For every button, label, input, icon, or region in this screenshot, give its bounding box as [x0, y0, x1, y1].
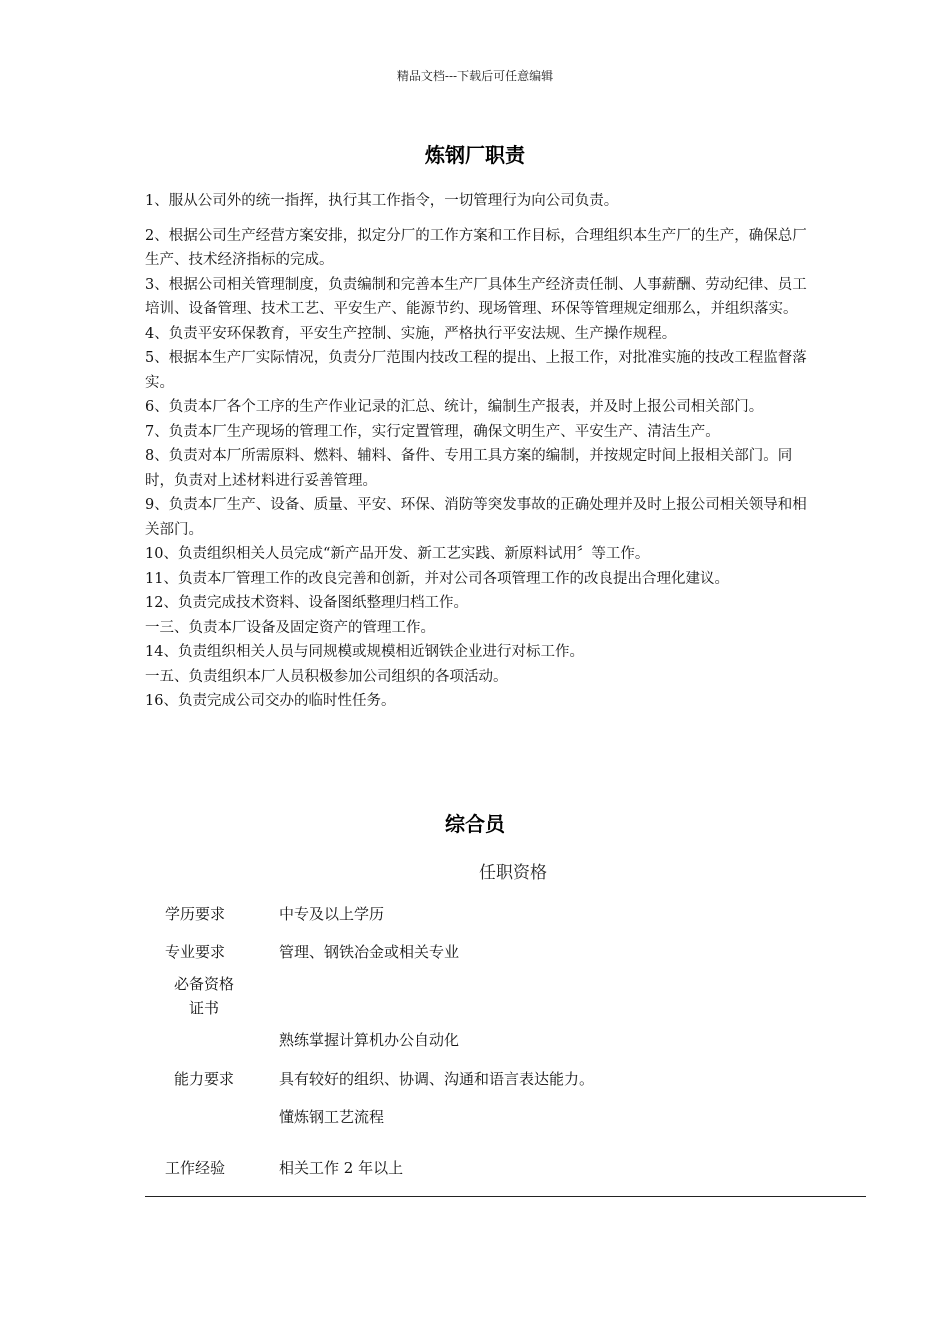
duty-item-3: 3、根据公司相关管理制度，负责编制和完善本生产厂具体生产经济责任制、人事薪酬、劳动纪律、员工培训、设备管理、技术工艺、平安生产、能源节约、现场管理、环保等管理规定细那么，并组织落实。 — [145, 276, 807, 317]
certificate-label-line1: 必备资格 — [173, 975, 234, 993]
bottom-divider — [145, 1196, 866, 1197]
education-label: 学历要求 — [164, 905, 225, 923]
experience-value: 相关工作 2 年以上 — [279, 1159, 404, 1177]
duty-item-7: 7、负责本厂生产现场的管理工作，实行定置管理，确保文明生产、平安生产、清洁生产。 — [145, 423, 720, 440]
duty-item-5: 5、根据本生产厂实际情况，负责分厂范围内技改工程的提出、上报工作，对批准实施的技改工程监督落实。 — [145, 350, 807, 391]
duty-item-14: 14、负责组织相关人员与同规模或规模相近钢铁企业进行对标工作。 — [145, 644, 584, 660]
qualifications-heading: 任职资格 — [479, 863, 547, 883]
ability-item-communication: 具有较好的组织、协调、沟通和语言表达能力。 — [279, 1070, 595, 1088]
duty-item-11: 11、负责本厂管理工作的改良完善和创新，并对公司各项管理工作的改良提出合理化建议。 — [145, 570, 729, 587]
ability-item-steelmaking: 懂炼钢工艺流程 — [279, 1108, 385, 1126]
duty-item-10: 10、负责组织相关人员完成“新产品开发、新工艺实践、新原料试用〞等工作。 — [145, 546, 650, 562]
duty-item-13: 一三、负责本厂设备及固定资产的管理工作。 — [145, 619, 435, 636]
duties-list — [145, 189, 810, 714]
duty-item-12: 12、负责完成技术资料、设备图纸整理归档工作。 — [145, 595, 468, 611]
duty-item-8: 8、负责对本厂所需原料、燃料、辅料、备件、专用工具方案的编制，并按规定时间上报相关部门。同时，负责对上述材料进行妥善管理。 — [145, 448, 793, 489]
major-value: 管理、钢铁冶金或相关专业 — [279, 943, 460, 961]
certificate-label-line2: 证书 — [188, 999, 219, 1017]
document-title: 炼钢厂职责 — [425, 143, 525, 167]
education-value: 中专及以上学历 — [279, 905, 385, 923]
duty-item-6: 6、负责本厂各个工序的生产作业记录的汇总、统计，编制生产报表，并及时上报公司相关部门。 — [145, 399, 764, 415]
page-header-note: 精品文档---下载后可任意编辑 — [396, 69, 554, 83]
duty-item-9: 9、负责本厂生产、设备、质量、平安、环保、消防等突发事故的正确处理并及时上报公司相关领导和相关部门。 — [145, 497, 807, 538]
ability-item-computer: 熟练掌握计算机办公自动化 — [279, 1031, 460, 1049]
duty-item-4: 4、负责平安环保教育，平安生产控制、实施，严格执行平安法规、生产操作规程。 — [145, 325, 677, 342]
experience-label: 工作经验 — [164, 1159, 225, 1177]
ability-label: 能力要求 — [173, 1070, 234, 1088]
duty-item-2: 2、根据公司生产经营方案安排，拟定分厂的工作方案和工作目标，合理组织本生产厂的生产，确保总厂生产、技术经济指标的完成。 — [145, 227, 807, 268]
duty-item-16: 16、负责完成公司交办的临时性任务。 — [145, 693, 396, 709]
duty-item-1: 1、服从公司外的统一指挥，执行其工作指令，一切管理行为向公司负责。 — [145, 193, 619, 209]
duty-item-15: 一五、负责组织本厂人员积极参加公司组织的各项活动。 — [145, 668, 508, 685]
section-title-general-clerk: 综合员 — [445, 812, 505, 836]
major-label: 专业要求 — [164, 943, 225, 961]
